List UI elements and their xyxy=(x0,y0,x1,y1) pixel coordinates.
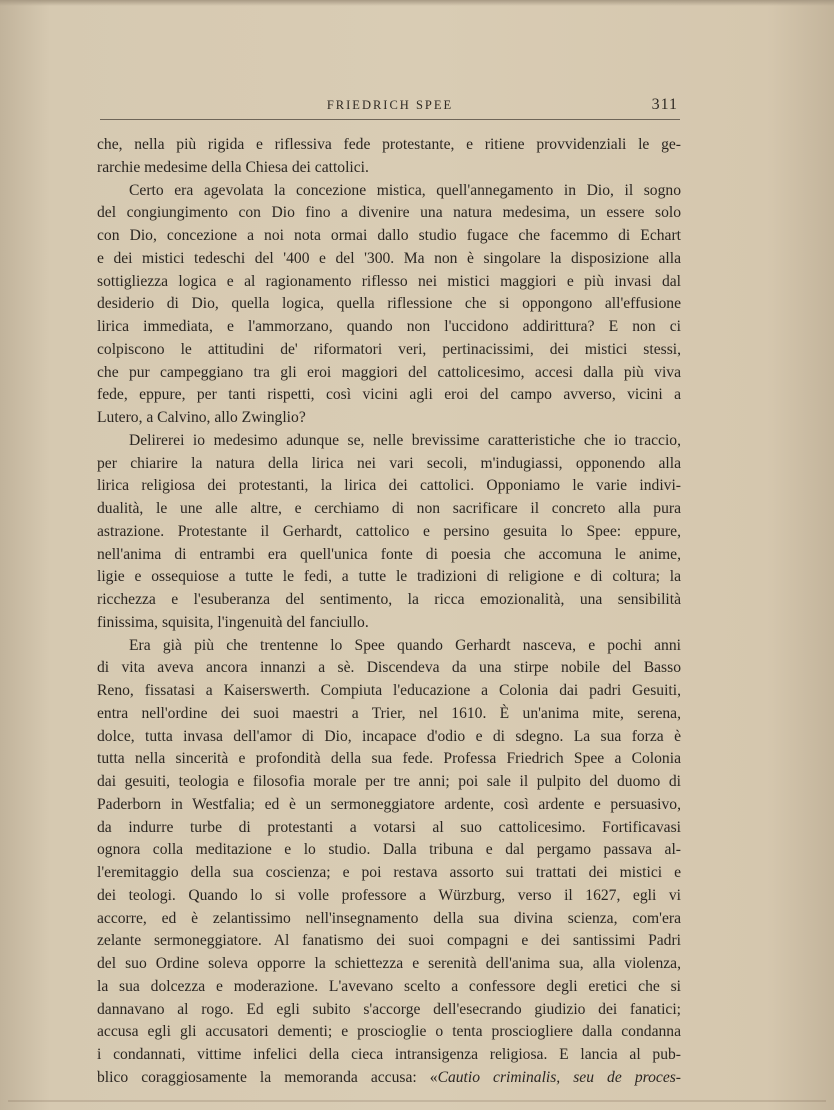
text-line: per chiarire la natura della lirica nei vari secoli, m'indugiassi, opponendo alla xyxy=(97,454,681,472)
text-line: dai gesuiti, teologia e filosofia morale per tre anni; poi sale il pulpito del duomo di xyxy=(97,773,681,790)
text-line: che pur campeggiano tra gli eroi maggiori del cattolicesimo, accesi dalla più viva xyxy=(97,363,681,381)
text-line: Era già più che trentenne lo Spee quando Gerhardt nasceva, e pochi anni xyxy=(129,636,681,654)
header-rule xyxy=(100,119,680,120)
text-line: sottigliezza logica e al ragionamento riflesso nei mistici maggiori e più invasi dal xyxy=(97,272,681,290)
text-line: fede, eppure, per tanti rispetti, così vicini agli eroi del campo avverso, vicini a xyxy=(97,386,681,404)
text-line: dualità, le une alle altre, e cerchiamo di non sacrificare il concreto alla pura xyxy=(97,500,681,517)
body-text xyxy=(97,134,681,1090)
text-line: entra nell'ordine dei suoi maestri a Trier, nel 1610. È un'anima mite, serena, xyxy=(97,704,681,722)
text-line: l'eremitaggio della sua coscienza; e poi restava assorto sui trattati dei mistici e xyxy=(97,864,681,881)
text-line: accusa egli gli accusatori dementi; e proscioglie o tenta prosciogliere dalla condanna xyxy=(97,1023,681,1041)
text-line: accorre, ed è zelantissimo nell'insegnamento della sua divina scienza, com'era xyxy=(97,909,681,927)
text-line: Reno, fissatasi a Kaiserswerth. Compiuta l'educazione a Colonia dai padri Gesuiti, xyxy=(97,682,681,699)
text-line: Certo era agevolata la concezione mistica, quell'annegamento in Dio, il sogno xyxy=(129,181,681,199)
text-line: con Dio, concezione a noi nota ormai dallo studio fugace che facemmo di Echart xyxy=(97,227,681,244)
text-line: Lutero, a Calvino, allo Zwinglio? xyxy=(97,409,306,426)
final-line-italic: Cautio criminalis, seu de proces- xyxy=(437,1068,682,1086)
text-line: zelante sermoneggiatore. Al fanatismo dei suoi compagni e dei santissimi Padri xyxy=(97,932,681,950)
text-line: Paderborn in Westfalia; ed è un sermoneggiatore ardente, così ardente e persuasivo, xyxy=(97,795,681,813)
text-line: che, nella più rigida e riflessiva fede protestante, e ritiene provvidenziali le ge- xyxy=(97,136,681,153)
text-line: astrazione. Protestante il Gerhardt, cattolico e persino gesuita lo Spee: eppure, xyxy=(97,522,681,540)
text-line: da indurre turbe di protestanti a votarsi al suo cattolicesimo. Fortificavasi xyxy=(97,818,681,836)
text-line: lirica immediata, e l'ammorzano, quando non l'uccidono addirittura? E non ci xyxy=(97,318,681,335)
text-line: desiderio di Dio, quella logica, quella riflessione che si oppongono all'effusione xyxy=(97,295,681,313)
final-line-roman: blico coraggiosamente la memoranda accusa: « xyxy=(97,1068,438,1086)
text-line: colpiscono le attitudini de' riformatori veri, pertinacissimi, dei mistici stessi, xyxy=(97,340,681,358)
text-line-final xyxy=(97,1067,681,1090)
running-head xyxy=(100,96,680,118)
text-line: dolce, tutta invasa dell'amor di Dio, incapace d'odio e di sdegno. La sua forza è xyxy=(97,727,681,745)
text-line: finissima, squisita, l'ingenuità del fanciullo. xyxy=(97,613,369,631)
text-line: di vita aveva ancora innanzi a sè. Discendeva da una stirpe nobile del Basso xyxy=(97,659,681,677)
text-line: nell'anima di entrambi era quell'unica fonte di poesia che accomuna le anime, xyxy=(97,545,681,563)
text-line: e dei mistici tedeschi del '400 e del '300. Ma non è singolare la disposizione alla xyxy=(97,249,681,267)
text-line: dei teologi. Quando lo si volle professore a Würzburg, verso il 1627, egli vi xyxy=(97,886,681,904)
text-line: del suo Ordine soleva opporre la schiettezza e serenità dell'anima sua, alla violenza, xyxy=(97,955,681,972)
text-line: i condannati, vittime infelici della cieca intransigenza religiosa. E lancia al pub- xyxy=(97,1046,681,1063)
running-title: FRIEDRICH SPEE xyxy=(326,98,454,112)
text-line: del congiungimento con Dio fino a divenire una natura medesima, un essere solo xyxy=(97,204,681,222)
text-line: ognora colla meditazione e lo studio. Dalla tribuna e dal pergamo passava al- xyxy=(97,841,681,859)
text-line: ricchezza e l'esuberanza del sentimento, la ricca emozionalità, una sensibilità xyxy=(97,591,681,608)
text-line: Delirerei io medesimo adunque se, nelle brevissime caratteristiche che io traccio, xyxy=(129,431,681,449)
text-line: ligie e ossequiose a tutte le fedi, a tutte le tradizioni di religione e di coltura; la xyxy=(97,568,681,586)
text-line: dannavano al rogo. Ed egli subito s'accorge dell'esecrando giudizio dei fanatici; xyxy=(97,1000,681,1018)
text-line: rarchie medesime della Chiesa dei cattolici. xyxy=(97,158,369,176)
text-line: tutta nella sincerità e profondità della sua fede. Professa Friedrich Spee a Colonia xyxy=(97,750,681,768)
text-line: la sua dolcezza e moderazione. L'avevano scelto a confessore degli eretici che si xyxy=(97,977,681,995)
text-line: lirica religiosa dei protestanti, la lirica dei cattolici. Opponiamo le varie indivi- xyxy=(97,477,681,495)
page-number: 311 xyxy=(651,96,678,113)
